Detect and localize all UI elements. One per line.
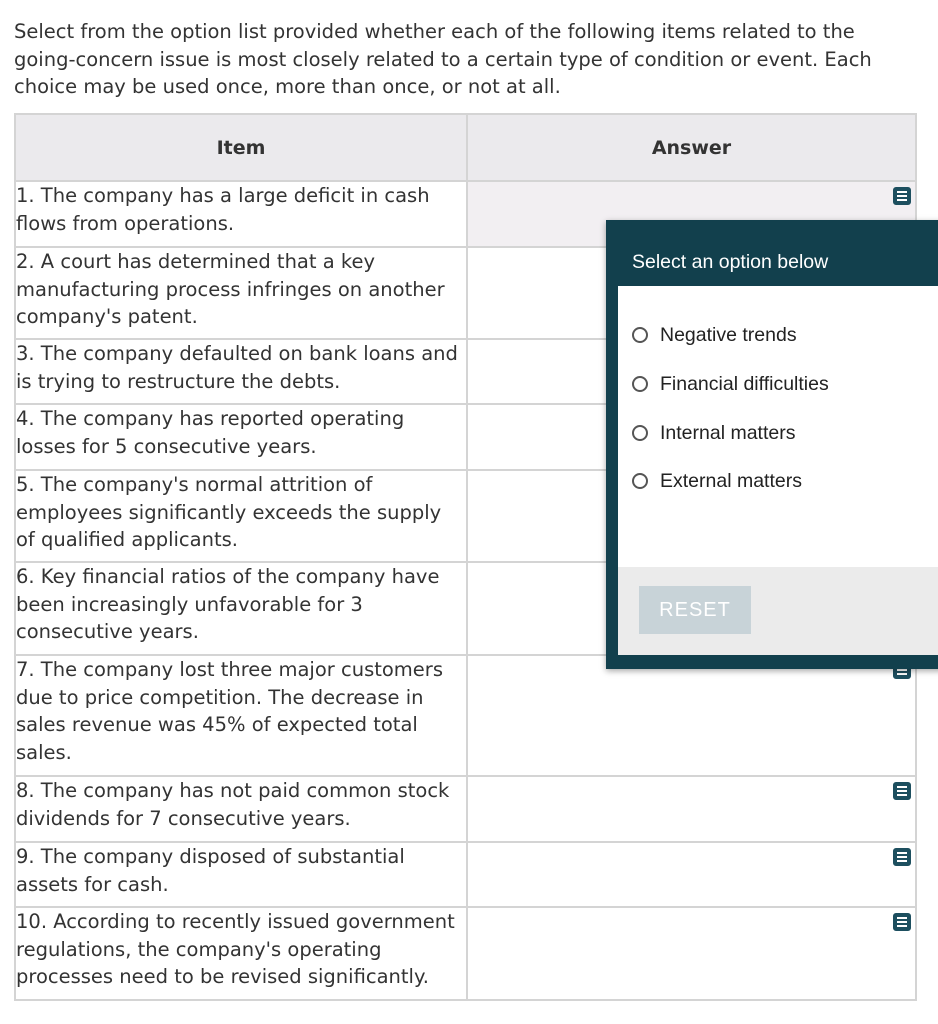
- item-text: 5. The company's normal attrition of employees significantly exceeds the supply of qualified applicants.: [15, 470, 467, 562]
- option-label: Negative trends: [660, 323, 797, 346]
- option-list: [618, 286, 938, 567]
- option-external-matters[interactable]: [632, 466, 802, 496]
- option-financial-difficulties[interactable]: [632, 369, 829, 399]
- list-icon[interactable]: [893, 848, 911, 866]
- table-row: [15, 776, 916, 842]
- answer-dropdown[interactable]: [467, 776, 916, 842]
- answer-dropdown[interactable]: [467, 842, 916, 907]
- option-label: Financial difficulties: [660, 372, 829, 395]
- table-row: [15, 842, 916, 907]
- popup-footer: [618, 567, 938, 655]
- list-icon[interactable]: [893, 913, 911, 931]
- item-text: 9. The company disposed of substantial assets for cash.: [15, 842, 467, 907]
- item-text: 4. The company has reported operating losses for 5 consecutive years.: [15, 404, 467, 470]
- reset-button[interactable]: RESET: [639, 586, 751, 634]
- radio-icon[interactable]: [632, 425, 648, 441]
- item-text: 8. The company has not paid common stock dividends for 7 consecutive years.: [15, 776, 467, 842]
- option-label: External matters: [660, 469, 802, 492]
- popup-header: Select an option below: [618, 238, 938, 286]
- table-row: [15, 907, 916, 1000]
- list-icon[interactable]: [893, 782, 911, 800]
- radio-icon[interactable]: [632, 327, 648, 343]
- instructions: Select from the option list provided whether each of the following items related to the going-concern issue is most closely related to a certain type of condition or event. Each choice may be used once, more than once, or not at all.: [14, 20, 872, 98]
- column-header-item: Item: [15, 114, 467, 181]
- option-negative-trends[interactable]: [632, 320, 797, 350]
- radio-icon[interactable]: [632, 473, 648, 489]
- option-popup: [606, 220, 938, 669]
- answer-dropdown[interactable]: [467, 907, 916, 1000]
- item-text: 7. The company lost three major customers due to price competition. The decrease in sales revenue was 45% of expected total sales.: [15, 655, 467, 776]
- item-text: 6. Key financial ratios of the company have been increasingly unfavorable for 3 consecutive years.: [15, 562, 467, 655]
- column-header-answer: Answer: [467, 114, 916, 181]
- answer-dropdown[interactable]: [467, 655, 916, 776]
- list-icon[interactable]: [893, 187, 911, 205]
- option-label: Internal matters: [660, 421, 796, 444]
- item-text: 1. The company has a large deficit in cash flows from operations.: [15, 181, 467, 247]
- item-text: 10. According to recently issued government regulations, the company's operating processes need to be revised significantly.: [15, 907, 467, 1000]
- item-text: 3. The company defaulted on bank loans and is trying to restructure the debts.: [15, 339, 467, 404]
- table-header-row: [15, 114, 916, 181]
- radio-icon[interactable]: [632, 376, 648, 392]
- item-text: 2. A court has determined that a key manufacturing process infringes on another company's patent.: [15, 247, 467, 339]
- table-row: [15, 655, 916, 776]
- option-internal-matters[interactable]: [632, 418, 795, 448]
